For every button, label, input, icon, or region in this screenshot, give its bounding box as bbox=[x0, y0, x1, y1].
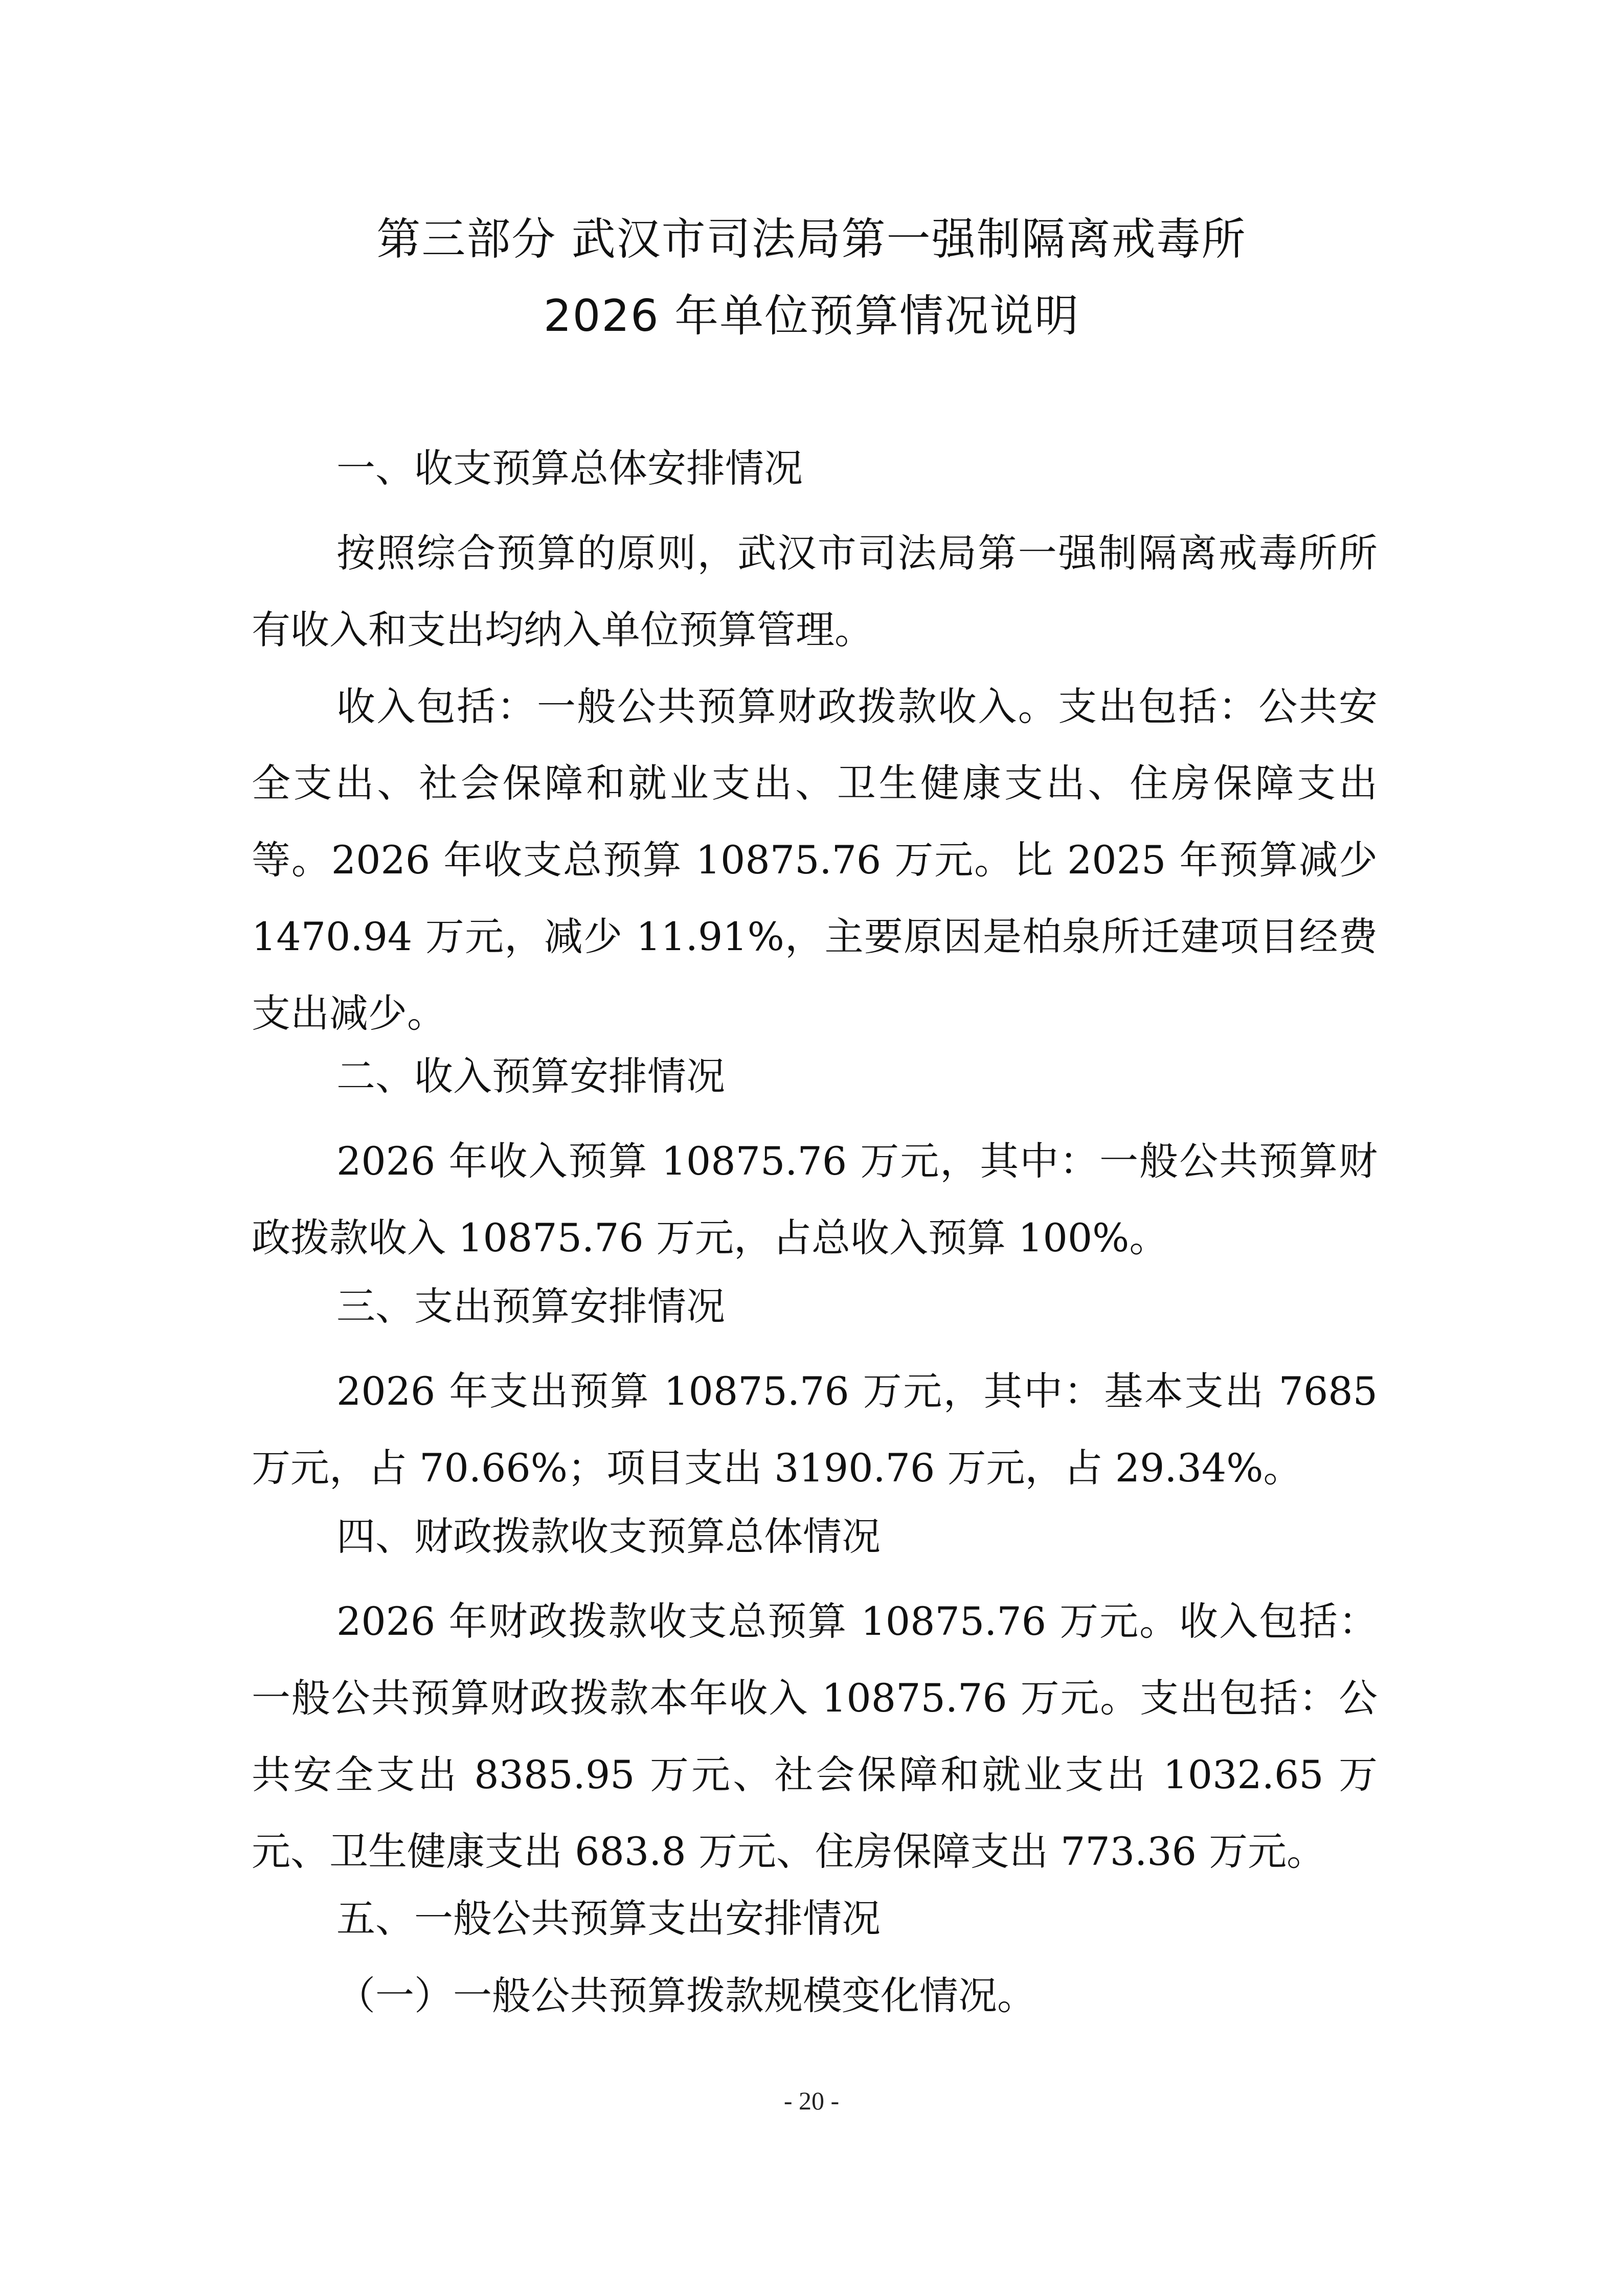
section-4-paragraph-1: 2026 年财政拨款收支总预算 10875.76 万元。收入包括：一般公共预算财政拨款本年收入 10875.76 万元。支出包括：公共安全支出 8385.95 万元、社会保障和就业支出 1032.65 万元、卫生健康支出 683.8 万元、住房保障支出 773.36 万元。 bbox=[252, 1599, 1378, 1874]
section-heading-5: 五、一般公共预算支出安排情况 bbox=[336, 1896, 881, 1941]
section-5-subheading: （一）一般公共预算拨款规模变化情况。 bbox=[336, 1973, 1036, 2018]
section-heading-4: 四、财政拨款收支预算总体情况 bbox=[336, 1514, 881, 1559]
page-number: - 20 - bbox=[783, 2086, 840, 2115]
document-title-line-1: 第三部分 武汉市司法局第一强制隔离戒毒所 bbox=[376, 214, 1247, 265]
document-title-line-2: 2026 年单位预算情况说明 bbox=[543, 290, 1080, 342]
section-1-paragraph-1: 按照综合预算的原则，武汉市司法局第一强制隔离戒毒所所有收入和支出均纳入单位预算管理。 bbox=[252, 530, 1378, 652]
section-heading-3: 三、支出预算安排情况 bbox=[336, 1284, 725, 1329]
section-heading-1: 一、收支预算总体安排情况 bbox=[336, 445, 803, 491]
section-2-paragraph-1: 2026 年收入预算 10875.76 万元，其中：一般公共预算财政拨款收入 10875.76 万元，占总收入预算 100%。 bbox=[252, 1138, 1378, 1260]
section-3-paragraph-1: 2026 年支出预算 10875.76 万元，其中：基本支出 7685 万元，占 70.66%；项目支出 3190.76 万元，占 29.34%。 bbox=[252, 1368, 1378, 1491]
section-1-paragraph-2: 收入包括：一般公共预算财政拨款收入。支出包括：公共安全支出、社会保障和就业支出、卫生健康支出、住房保障支出等。2026 年收支总预算 10875.76 万元。比 2025 年预算减少 1470.94 万元，减少 11.91%，主要原因是柏泉所迁建项目经费支出减少。 bbox=[252, 684, 1378, 1036]
section-heading-2: 二、收入预算安排情况 bbox=[336, 1053, 725, 1099]
